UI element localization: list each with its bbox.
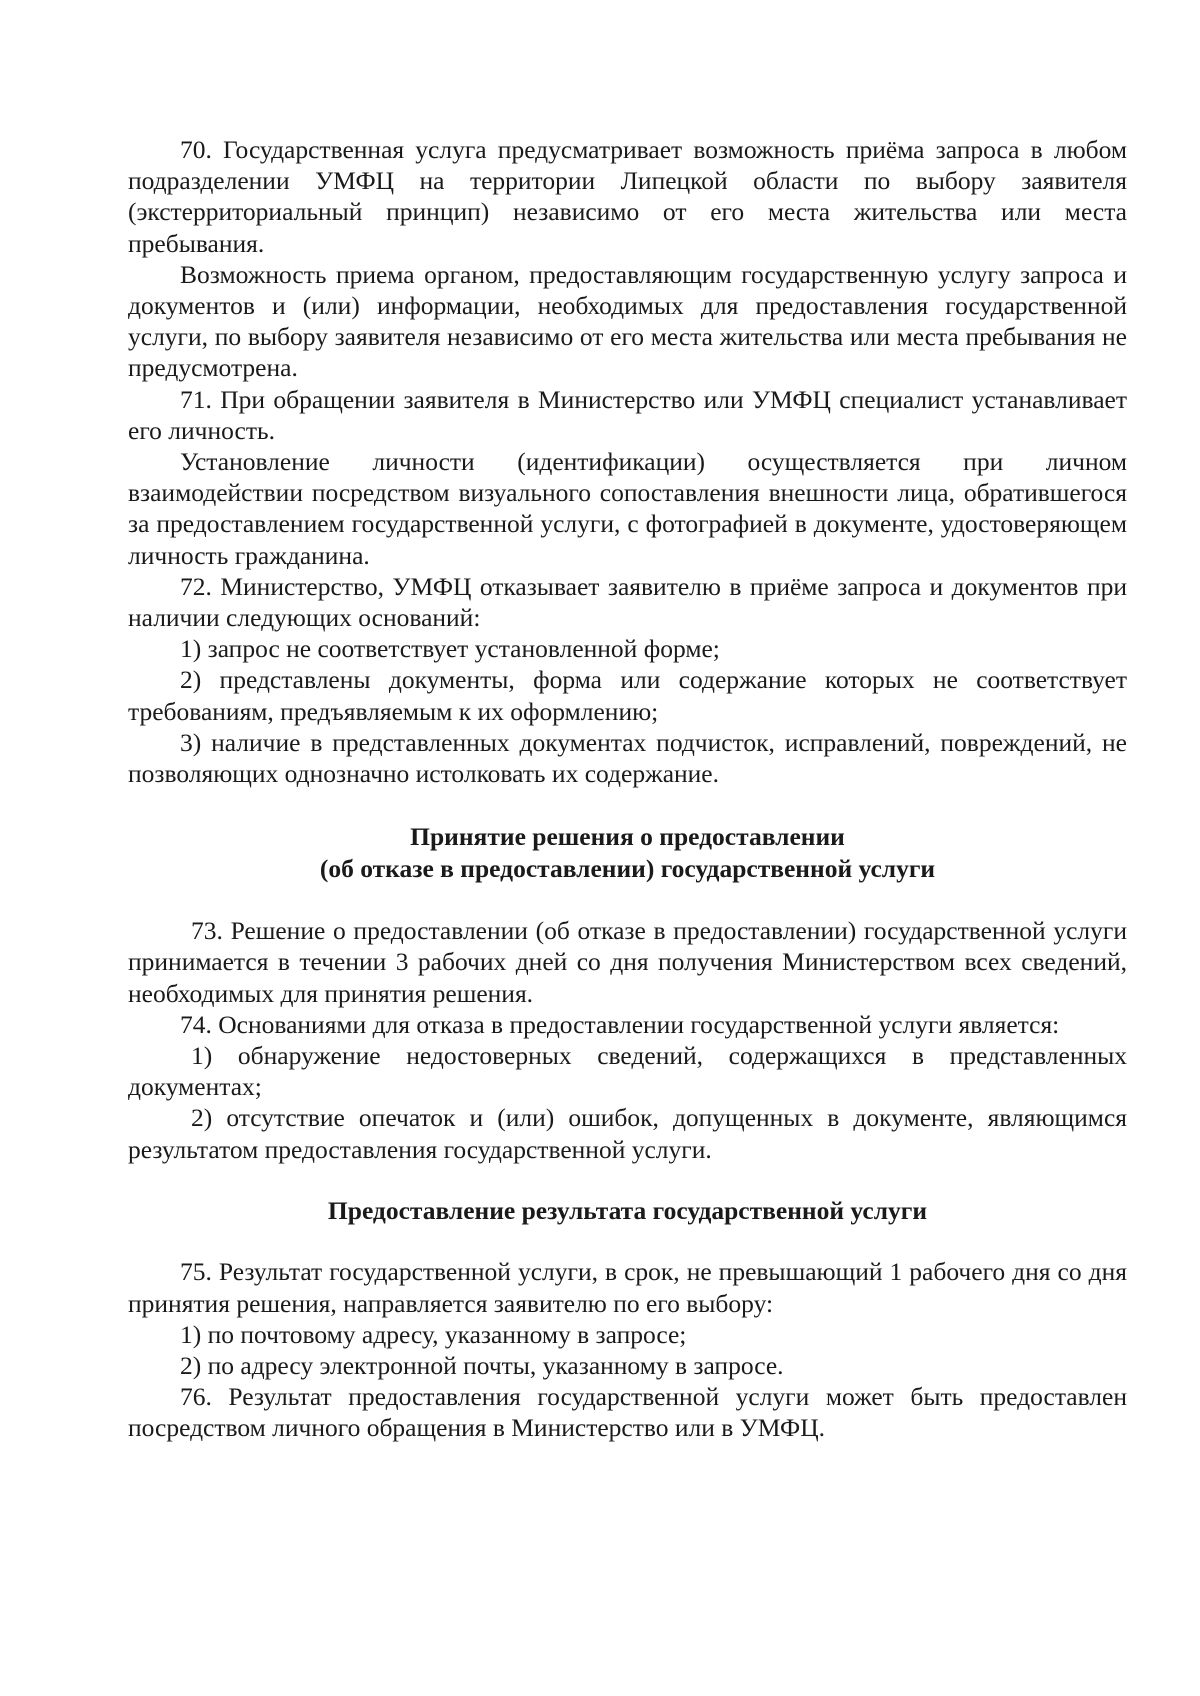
paragraph-73: 73. Решение о предоставлении (об отказе в предоставлении) государственной услуги принимается в течении 3 рабочих дней со дня получения Министерством всех сведений, необходимых для принятия решения. — [128, 916, 1127, 1008]
paragraph-76: 76. Результат предоставления государственной услуги может быть предоставлен посредством личного обращения в Министерство или в УМФЦ. — [128, 1382, 1127, 1443]
section-heading-result — [128, 1195, 1127, 1227]
section-heading-decision-line-2: (об отказе в предоставлении) государственной услуги — [319, 853, 936, 883]
paragraph-75-item-2: 2) по адресу электронной почты, указанному в запросе. — [180, 1351, 784, 1380]
section-heading-decision-line-1: Принятие решения о предоставлении — [410, 822, 845, 852]
paragraph-71: 71. При обращении заявителя в Министерство или УМФЦ специалист устанавливает его личность. — [128, 384, 1127, 445]
paragraph-74-item-2: 2) отсутствие опечаток и (или) ошибок, допущенных в документе, являющимся результатом предоставления государственной услуги. — [128, 1103, 1127, 1164]
paragraph-72-item-3: 3) наличие в представленных документах подчисток, исправлений, повреждений, не позволяющих однозначно истолковать их содержание. — [128, 727, 1127, 789]
paragraph-72-item-2: 2) представлены документы, форма или содержание которых не соответствует требованиям, предъявляемым к их оформлению; — [128, 665, 1127, 726]
paragraph-75: 75. Результат государственной услуги, в срок, не превышающий 1 рабочего дня со дня принятия решения, направляется заявителю по его выбору: — [128, 1257, 1127, 1318]
paragraph-70: 70. Государственная услуга предусматривает возможность приёма запроса в любом подразделении УМФЦ на территории Липецкой области по выбору заявителя (экстерриториальный принцип) независимо от его места жительства или места пребывания. — [128, 135, 1127, 258]
paragraph-74-item-1: 1) обнаружение недостоверных сведений, содержащихся в представленных документах; — [128, 1041, 1127, 1102]
section-heading-result-line-1: Предоставление результата государственной услуги — [327, 1195, 928, 1225]
paragraph-71-b: Установление личности (идентификации) осуществляется при личном взаимодействии посредством визуального сопоставления внешности лица, обратившегося за предоставлением государственной услуги, с фотографией в документе, удостоверяющем личность гражданина. — [128, 447, 1127, 570]
paragraph-74: 74. Основаниями для отказа в предоставлении государственной услуги является: — [180, 1009, 1060, 1039]
paragraph-72-item-1: 1) запрос не соответствует установленной форме; — [180, 634, 720, 664]
paragraph-72: 72. Министерство, УМФЦ отказывает заявителю в приёме запроса и документов при наличии следующих оснований: — [128, 571, 1127, 633]
paragraph-70-b: Возможность приема органом, предоставляющим государственную услугу запроса и документов и (или) информации, необходимых для предоставления государственной услуги, по выбору заявителя независимо от его места жительства или места пребывания не предусмотрена. — [128, 259, 1127, 383]
section-heading-decision — [128, 821, 1127, 884]
paragraph-75-item-1: 1) по почтовому адресу, указанному в запросе; — [180, 1319, 687, 1349]
document-page — [128, 134, 1127, 1444]
